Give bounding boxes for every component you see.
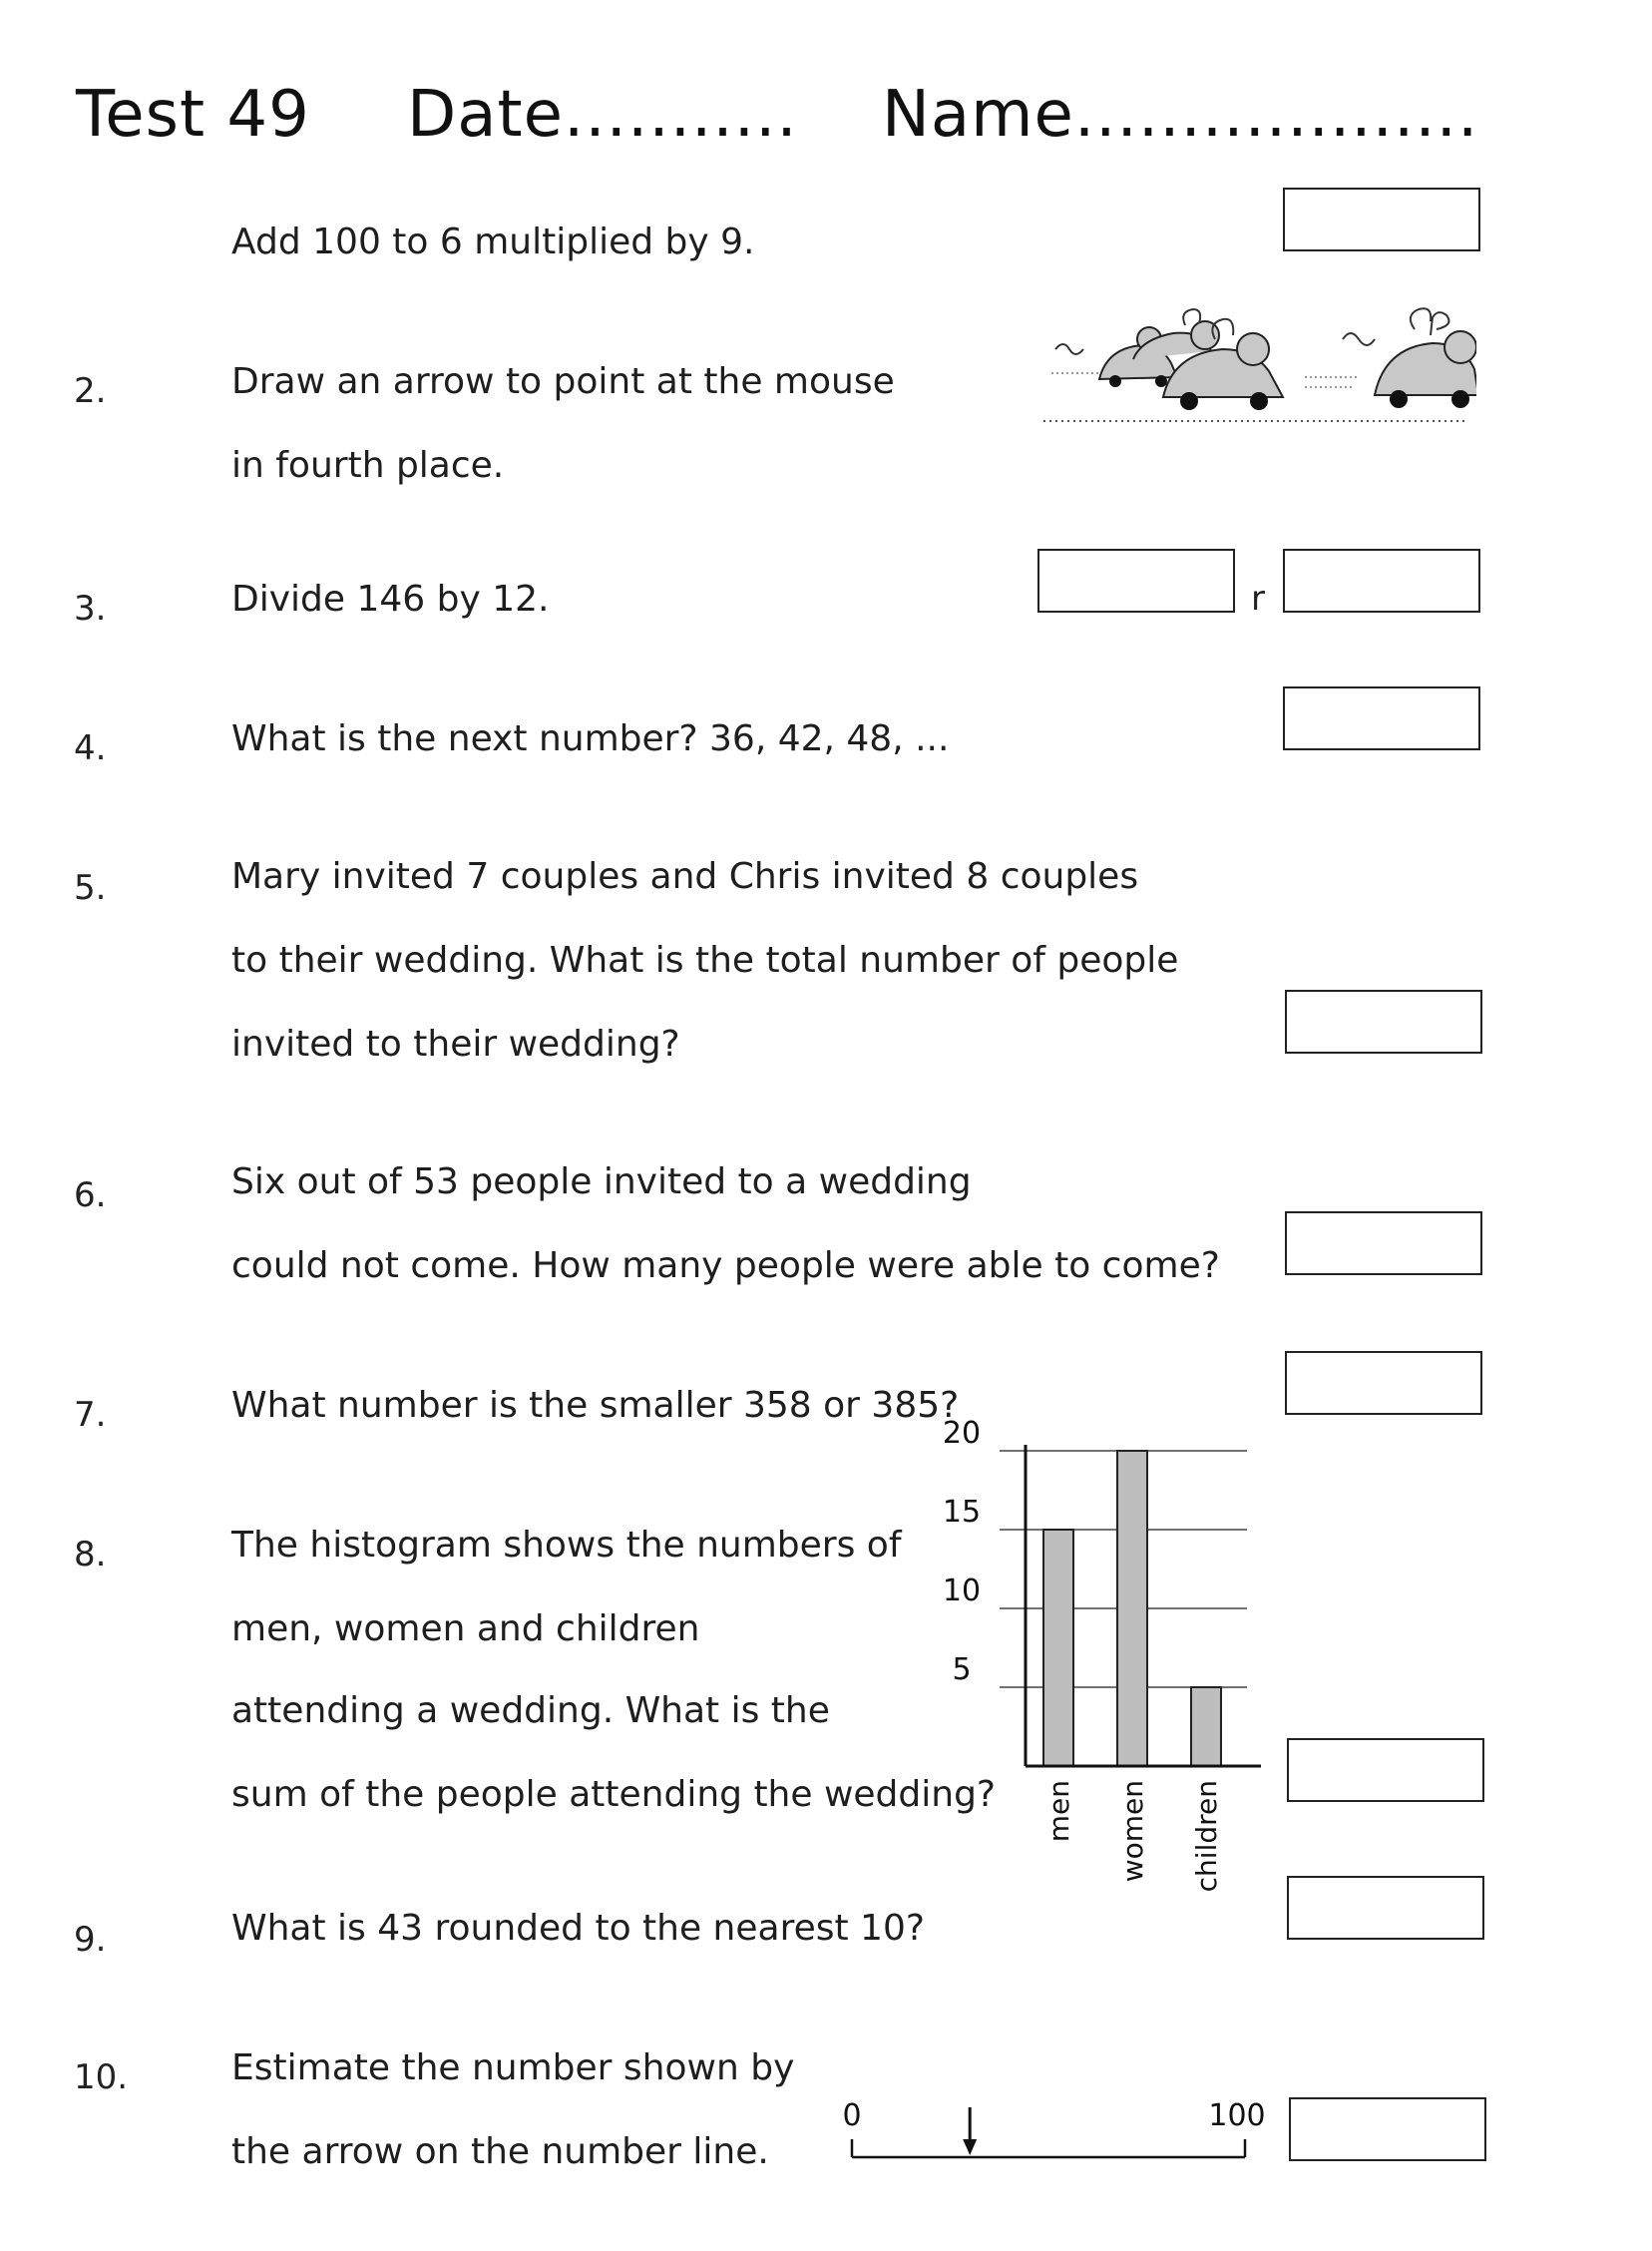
question-9-text: What is 43 rounded to the nearest 10? — [231, 1908, 925, 1949]
question-3-quotient-box[interactable] — [1037, 549, 1235, 613]
question-6-answer-box[interactable] — [1285, 1211, 1482, 1275]
question-3-text: Divide 146 by 12. — [231, 579, 550, 620]
x-label-men: men — [1042, 1780, 1075, 1843]
question-10-number: 10. — [74, 2057, 129, 2097]
question-2-text-line-2: in fourth place. — [231, 445, 505, 486]
number-line-end-label: 100 — [1208, 2098, 1266, 2133]
bar-women — [1117, 1451, 1147, 1766]
y-tick-label: 20 — [942, 1417, 982, 1451]
question-8-text-line-4: sum of the people attending the wedding? — [231, 1774, 997, 1815]
question-6-text-line-2: could not come. How many people were able to come? — [231, 1245, 1220, 1286]
question-9-answer-box[interactable] — [1287, 1876, 1484, 1940]
question-3-remainder-box[interactable] — [1283, 549, 1480, 613]
question-8-text-line-3: attending a wedding. What is the — [231, 1690, 830, 1731]
question-4-answer-box[interactable] — [1283, 686, 1480, 750]
question-7-answer-box[interactable] — [1285, 1351, 1482, 1415]
question-7-text: What number is the smaller 358 or 385? — [231, 1385, 960, 1426]
question-8-text-line-2: men, women and children — [231, 1608, 700, 1649]
histogram-chart — [918, 1417, 1277, 1906]
x-label-women: women — [1116, 1780, 1149, 1883]
question-5-number: 5. — [74, 868, 107, 908]
bar-men — [1043, 1530, 1073, 1766]
question-2-number: 2. — [74, 371, 107, 411]
question-5-text-line-2: to their wedding. What is the total number of people — [231, 940, 1179, 981]
question-5-text-line-1: Mary invited 7 couples and Chris invited 8 couples — [231, 856, 1139, 897]
bar-children — [1191, 1687, 1221, 1766]
question-6-text-line-1: Six out of 53 people invited to a wedding — [231, 1161, 972, 1202]
question-10-text-line-2: the arrow on the number line. — [231, 2131, 769, 2172]
test-title: Test 49 — [76, 78, 310, 152]
question-4-text: What is the next number? 36, 42, 48, ... — [231, 718, 950, 759]
name-field[interactable]: Name................... — [882, 78, 1479, 152]
x-label-children: children — [1190, 1780, 1223, 1893]
date-field[interactable]: Date........... — [407, 78, 798, 152]
y-tick-label: 5 — [952, 1652, 972, 1687]
number-line[interactable] — [834, 2095, 1273, 2175]
question-3-number: 3. — [74, 589, 107, 629]
question-7-number: 7. — [74, 1395, 107, 1435]
mouse-1[interactable] — [1343, 308, 1476, 408]
question-6-number: 6. — [74, 1175, 107, 1215]
question-3-remainder-label: r — [1251, 579, 1265, 619]
question-2-text-line-1: Draw an arrow to point at the mouse — [231, 361, 895, 402]
question-1-answer-box[interactable] — [1283, 188, 1480, 251]
y-tick-label: 10 — [942, 1574, 982, 1608]
question-10-text-line-1: Estimate the number shown by — [231, 2047, 795, 2088]
y-tick-label: 15 — [942, 1495, 982, 1530]
question-4-number: 4. — [74, 728, 107, 768]
question-8-answer-box[interactable] — [1287, 1738, 1484, 1802]
question-5-text-line-3: invited to their wedding? — [231, 1024, 680, 1065]
question-10-answer-box[interactable] — [1289, 2097, 1486, 2161]
number-line-arrow — [963, 2107, 977, 2155]
question-5-answer-box[interactable] — [1285, 990, 1482, 1054]
question-8-text-line-1: The histogram shows the numbers of — [231, 1525, 902, 1566]
question-9-number: 9. — [74, 1920, 107, 1960]
number-line-start-label: 0 — [842, 2098, 862, 2133]
question-8-number: 8. — [74, 1535, 107, 1575]
question-1-text: Add 100 to 6 multiplied by 9. — [231, 222, 755, 262]
mouse-race-illustration[interactable] — [1037, 295, 1476, 425]
